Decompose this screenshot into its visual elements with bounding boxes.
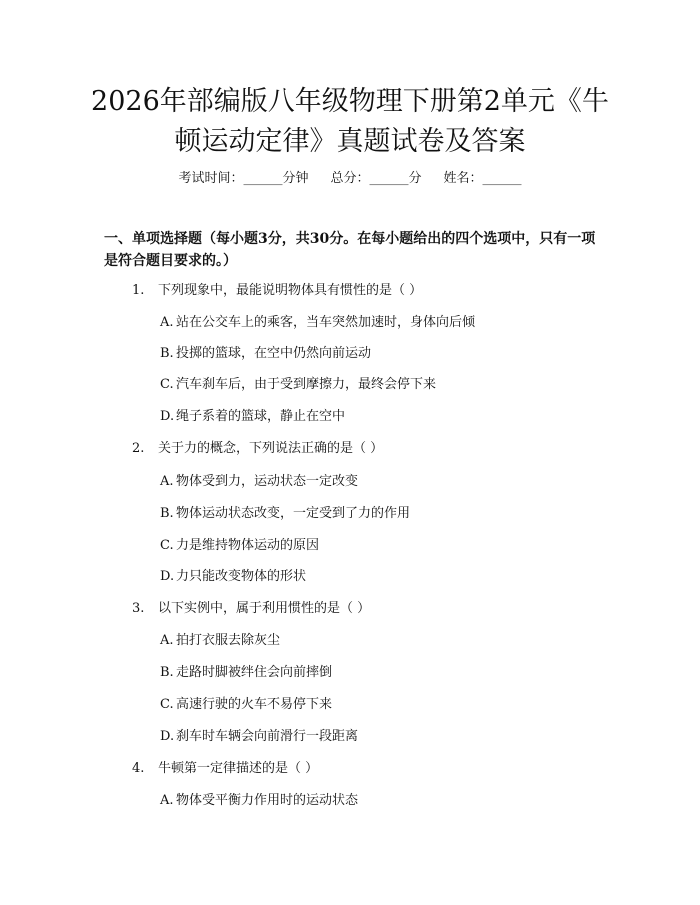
- exam-info-line: [0, 170, 700, 188]
- option-text: 投掷的篮球，在空中仍然向前运动: [176, 346, 372, 361]
- section-heading: 一、单项选择题（每小题3分，共30分。在每小题给出的四个选项中，只有一项是符合题目要求的。）: [104, 231, 596, 269]
- question-number: 2.: [132, 441, 145, 456]
- option-text: 力只能改变物体的形状: [176, 569, 307, 584]
- option-label: A.: [160, 793, 174, 808]
- answer-option: [160, 376, 436, 394]
- option-label: B.: [160, 346, 174, 361]
- answer-option: [160, 505, 410, 523]
- answer-option: [160, 664, 332, 682]
- exam-title: 2026年部编版八年级物理下册第2单元《牛顿运动定律》真题试卷及答案: [91, 86, 609, 157]
- answer-option: [160, 792, 358, 810]
- option-label: C.: [160, 697, 174, 712]
- question-text: 下列现象中，最能说明物体具有惯性的是（ ）: [158, 283, 423, 298]
- question-number: 3.: [132, 601, 145, 616]
- answer-option: [160, 473, 358, 491]
- question-stem: [132, 440, 383, 458]
- option-text: 物体受平衡力作用时的运动状态: [176, 793, 359, 808]
- option-label: D.: [160, 569, 175, 584]
- option-text: 走路时脚被绊住会向前摔倒: [176, 665, 333, 680]
- answer-option: [160, 696, 332, 714]
- question-stem: [132, 282, 422, 300]
- option-text: 绳子系着的篮球，静止在空中: [176, 409, 346, 424]
- exam-time-field: 考试时间：______分钟: [178, 171, 309, 186]
- question-text: 关于力的概念，下列说法正确的是（ ）: [158, 441, 384, 456]
- option-label: D.: [160, 729, 175, 744]
- answer-option: [160, 537, 319, 555]
- option-text: 站在公交车上的乘客，当车突然加速时，身体向后倾: [176, 315, 476, 330]
- answer-option: [160, 314, 475, 332]
- option-label: A.: [160, 633, 174, 648]
- option-label: C.: [160, 538, 174, 553]
- answer-option: [160, 408, 345, 426]
- option-label: A.: [160, 474, 174, 489]
- option-label: B.: [160, 506, 174, 521]
- question-text: 牛顿第一定律描述的是（ ）: [158, 761, 319, 776]
- total-score-field: 总分：______分: [330, 171, 422, 186]
- question-text: 以下实例中，属于利用惯性的是（ ）: [158, 601, 371, 616]
- question-stem: [132, 600, 370, 618]
- answer-option: [160, 728, 358, 746]
- option-label: D.: [160, 409, 175, 424]
- option-text: 物体受到力，运动状态一定改变: [176, 474, 359, 489]
- option-label: A.: [160, 315, 174, 330]
- option-label: B.: [160, 665, 174, 680]
- option-text: 高速行驶的火车不易停下来: [176, 697, 333, 712]
- student-name-field: 姓名：______: [443, 171, 522, 186]
- option-text: 拍打衣服去除灰尘: [176, 633, 281, 648]
- option-label: C.: [160, 377, 174, 392]
- option-text: 汽车刹车后，由于受到摩擦力，最终会停下来: [176, 377, 437, 392]
- answer-option: [160, 568, 306, 586]
- answer-option: [160, 345, 371, 363]
- question-stem: [132, 760, 318, 778]
- option-text: 刹车时车辆会向前滑行一段距离: [176, 729, 359, 744]
- answer-option: [160, 632, 280, 650]
- option-text: 力是维持物体运动的原因: [176, 538, 320, 553]
- question-number: 4.: [132, 761, 145, 776]
- option-text: 物体运动状态改变，一定受到了力的作用: [176, 506, 411, 521]
- question-number: 1.: [132, 283, 145, 298]
